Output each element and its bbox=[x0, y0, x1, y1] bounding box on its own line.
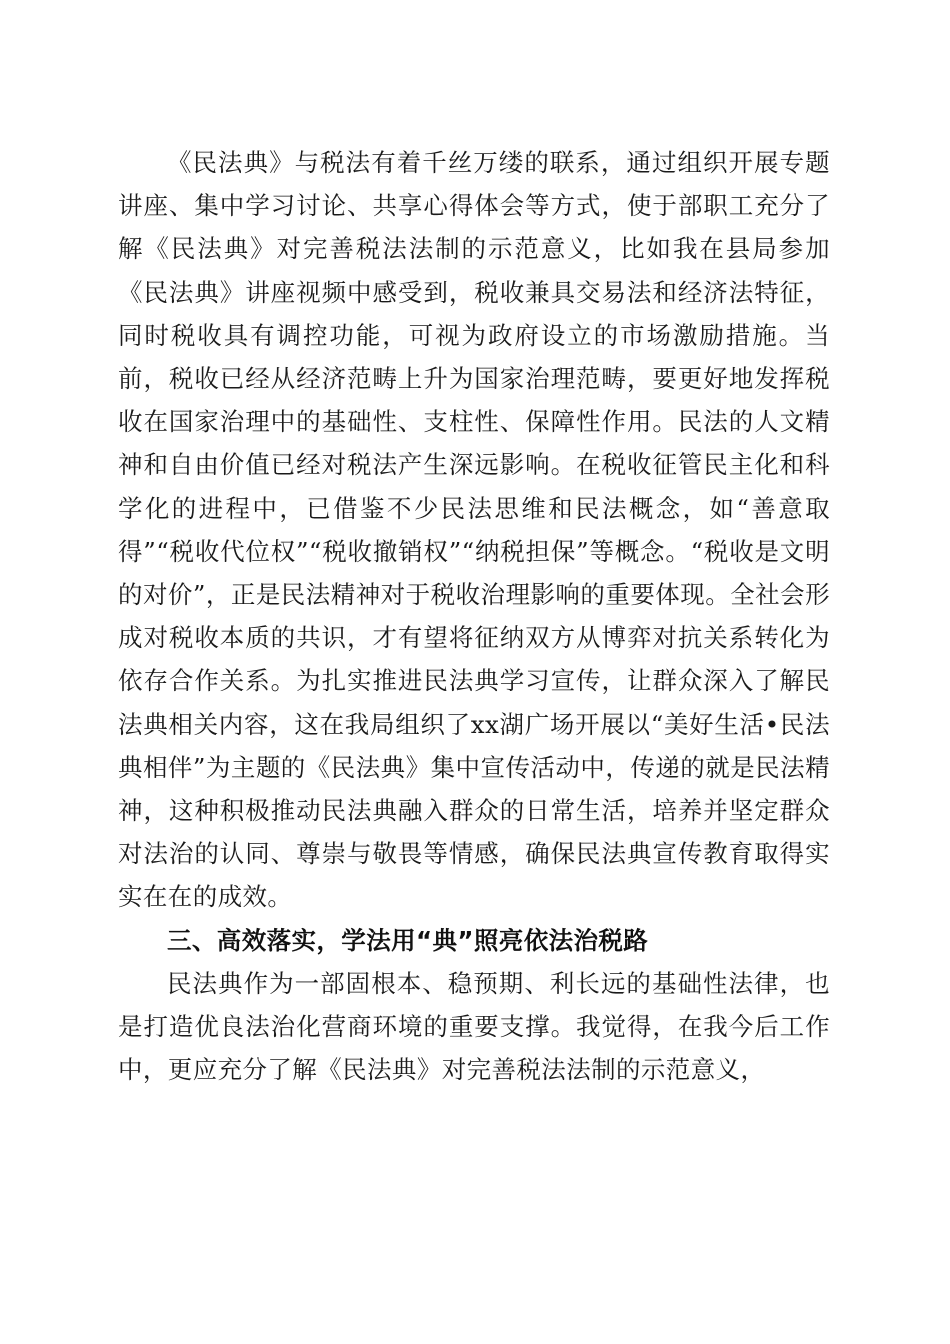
body-paragraph-civil-code-and-tax-law: 《民法典》与税法有着千丝万缕的联系，通过组织开展专题讲座、集中学习讨论、共享心得体会等方式，使于部职工充分了解《民法典》对完善税法法制的示范意义，比如我在县局参加《民法典》讲座视频中感受到，税收兼具交易法和经济法特征，同时税收具有调控功能，可视为政府设立的市场激励措施。当前，税收已经从经济范畴上升为国家治理范畴，要更好地发挥税收在国家治理中的基础性、支柱性、保障性作用。民法的人文精神和自由价值已经对税法产生深远影响。在税收征管民主化和科学化的进程中，已借鉴不少民法思维和民法概念，如“善意取得”“税收代位权”“税收撤销权”“纳税担保”等概念。“税收是文明的对价”，正是民法精神对于税收治理影响的重要体现。全社会形成对税收本质的共识，才有望将征纳双方从博弈对抗关系转化为依存合作关系。为扎实推进民法典学习宣传，让群众深入了解民法典相关内容，这在我局组织了xx湖广场开展以“美好生活•民法典相伴”为主题的《民法典》集中宣传活动中，传递的就是民法精神，这种积极推动民法典融入群众的日常生活，培养并坚定群众对法治的认同、尊崇与敬畏等情感，确保民法典宣传教育取得实实在在的成效。 bbox=[118, 148, 830, 912]
section-heading-three: 三、高效落实，学法用“典”照亮依法治税路 bbox=[167, 925, 649, 955]
document-body bbox=[118, 141, 830, 1091]
body-paragraph-civil-code-foundation: 民法典作为一部固根本、稳预期、利长远的基础性法律，也是打造优良法治化营商环境的重要支撑。我觉得，在我今后工作中，更应充分了解《民法典》对完善税法法制的示范意义， bbox=[118, 968, 830, 1085]
